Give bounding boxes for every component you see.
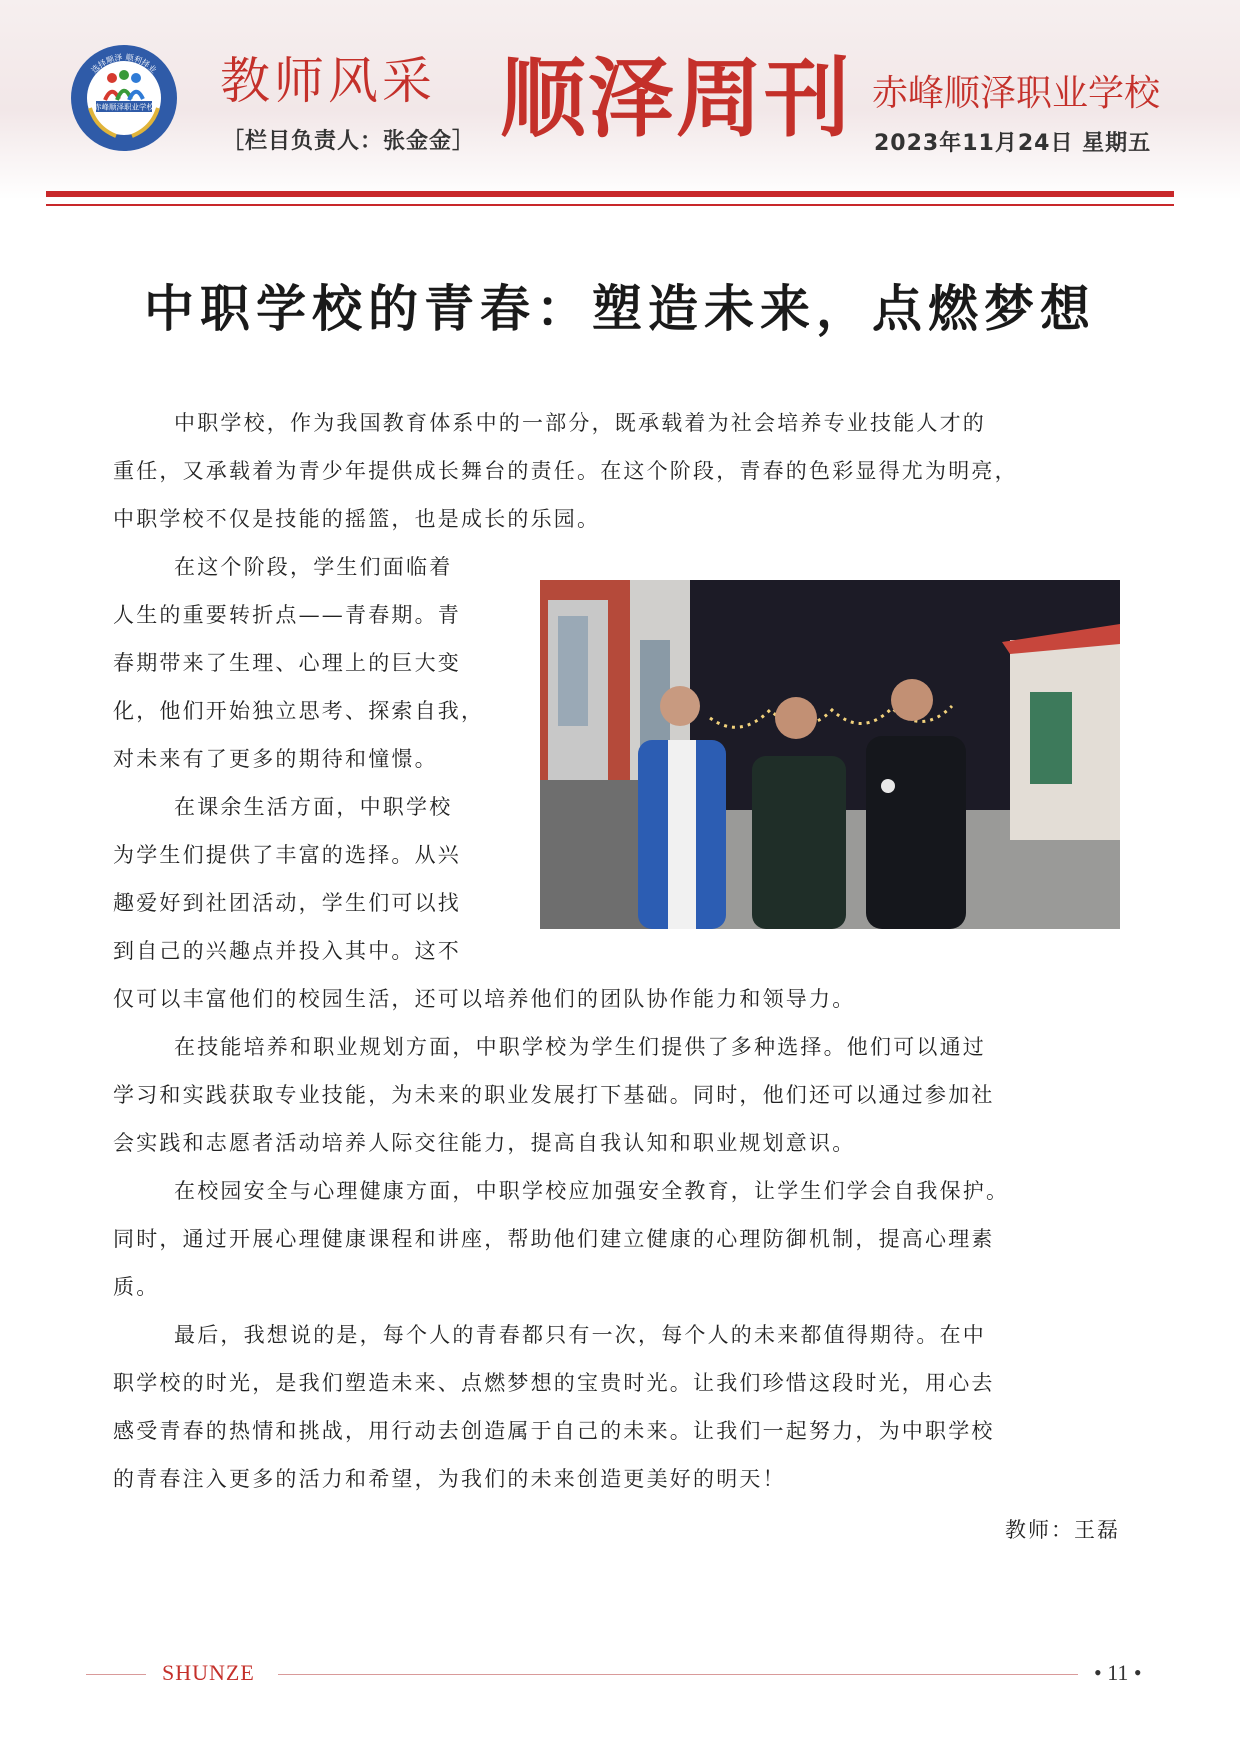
- body-line: 为学生们提供了丰富的选择。从兴: [113, 843, 461, 867]
- body-line: 最后，我想说的是，每个人的青春都只有一次，每个人的未来都值得期待。在中: [174, 1323, 986, 1347]
- body-line: 在课余生活方面，中职学校: [174, 795, 453, 819]
- body-line: 中职学校不仅是技能的摇篮，也是成长的乐园。: [113, 507, 601, 531]
- body-line: 在技能培养和职业规划方面，中职学校为学生们提供了多种选择。他们可以通过: [174, 1035, 986, 1059]
- footer-brand: SHUNZE: [162, 1660, 255, 1685]
- body-line: 会实践和志愿者活动培养人际交往能力，提高自我认知和职业规划意识。: [113, 1131, 856, 1155]
- column-name: 教师风采: [220, 52, 436, 110]
- school-name: 赤峰顺泽职业学校: [872, 73, 1161, 114]
- body-line: 对未来有了更多的期待和憧憬。: [113, 747, 438, 771]
- page-number: • 11 •: [1094, 1660, 1142, 1685]
- body-line: 质。: [113, 1275, 160, 1299]
- footer-rule-right: [278, 1674, 1078, 1675]
- column-editor: ［栏目负责人：张金金］: [222, 129, 476, 154]
- publication-title: 顺泽周刊: [500, 49, 852, 149]
- article-author: 教师：王磊: [1005, 1518, 1120, 1542]
- body-line: 化，他们开始独立思考、探索自我，: [113, 699, 485, 723]
- body-line: 同时，通过开展心理健康课程和讲座，帮助他们建立健康的心理防御机制，提高心理素: [113, 1227, 995, 1251]
- body-line: 到自己的兴趣点并投入其中。这不: [113, 939, 461, 963]
- body-line: 重任，又承载着为青少年提供成长舞台的责任。在这个阶段，青春的色彩显得尤为明亮，: [113, 459, 1018, 483]
- body-line: 趣爱好到社团活动，学生们可以找: [113, 891, 461, 915]
- header-rule-thick: [46, 191, 1174, 197]
- body-line: 人生的重要转折点——青春期。青: [113, 603, 461, 627]
- header-rule-thin: [46, 204, 1174, 206]
- school-logo: [70, 44, 178, 152]
- article-photo: [540, 580, 1120, 929]
- body-line: 仅可以丰富他们的校园生活，还可以培养他们的团队协作能力和领导力。: [113, 987, 856, 1011]
- body-line: 中职学校，作为我国教育体系中的一部分，既承载着为社会培养专业技能人才的: [174, 411, 986, 435]
- body-line: 在这个阶段，学生们面临着: [174, 555, 453, 579]
- publication-date: 2023年11月24日 星期五: [874, 131, 1152, 156]
- footer-rule-left: [86, 1674, 146, 1675]
- body-line: 在校园安全与心理健康方面，中职学校应加强安全教育，让学生们学会自我保护。: [174, 1179, 1010, 1203]
- body-line: 春期带来了生理、心理上的巨大变: [113, 651, 461, 675]
- body-line: 职学校的时光，是我们塑造未来、点燃梦想的宝贵时光。让我们珍惜这段时光，用心去: [113, 1371, 995, 1395]
- logo-arc-text: 选择顺泽 顺利择业: [89, 52, 159, 75]
- body-line: 感受青春的热情和挑战，用行动去创造属于自己的未来。让我们一起努力，为中职学校: [113, 1419, 995, 1443]
- body-line: 学习和实践获取专业技能，为未来的职业发展打下基础。同时，他们还可以通过参加社: [113, 1083, 995, 1107]
- logo-center-text: 赤峰顺泽职业学校: [94, 102, 154, 112]
- body-line: 的青春注入更多的活力和希望，为我们的未来创造更美好的明天！: [113, 1467, 786, 1491]
- article-title: 中职学校的青春：塑造未来，点燃梦想: [144, 280, 1096, 338]
